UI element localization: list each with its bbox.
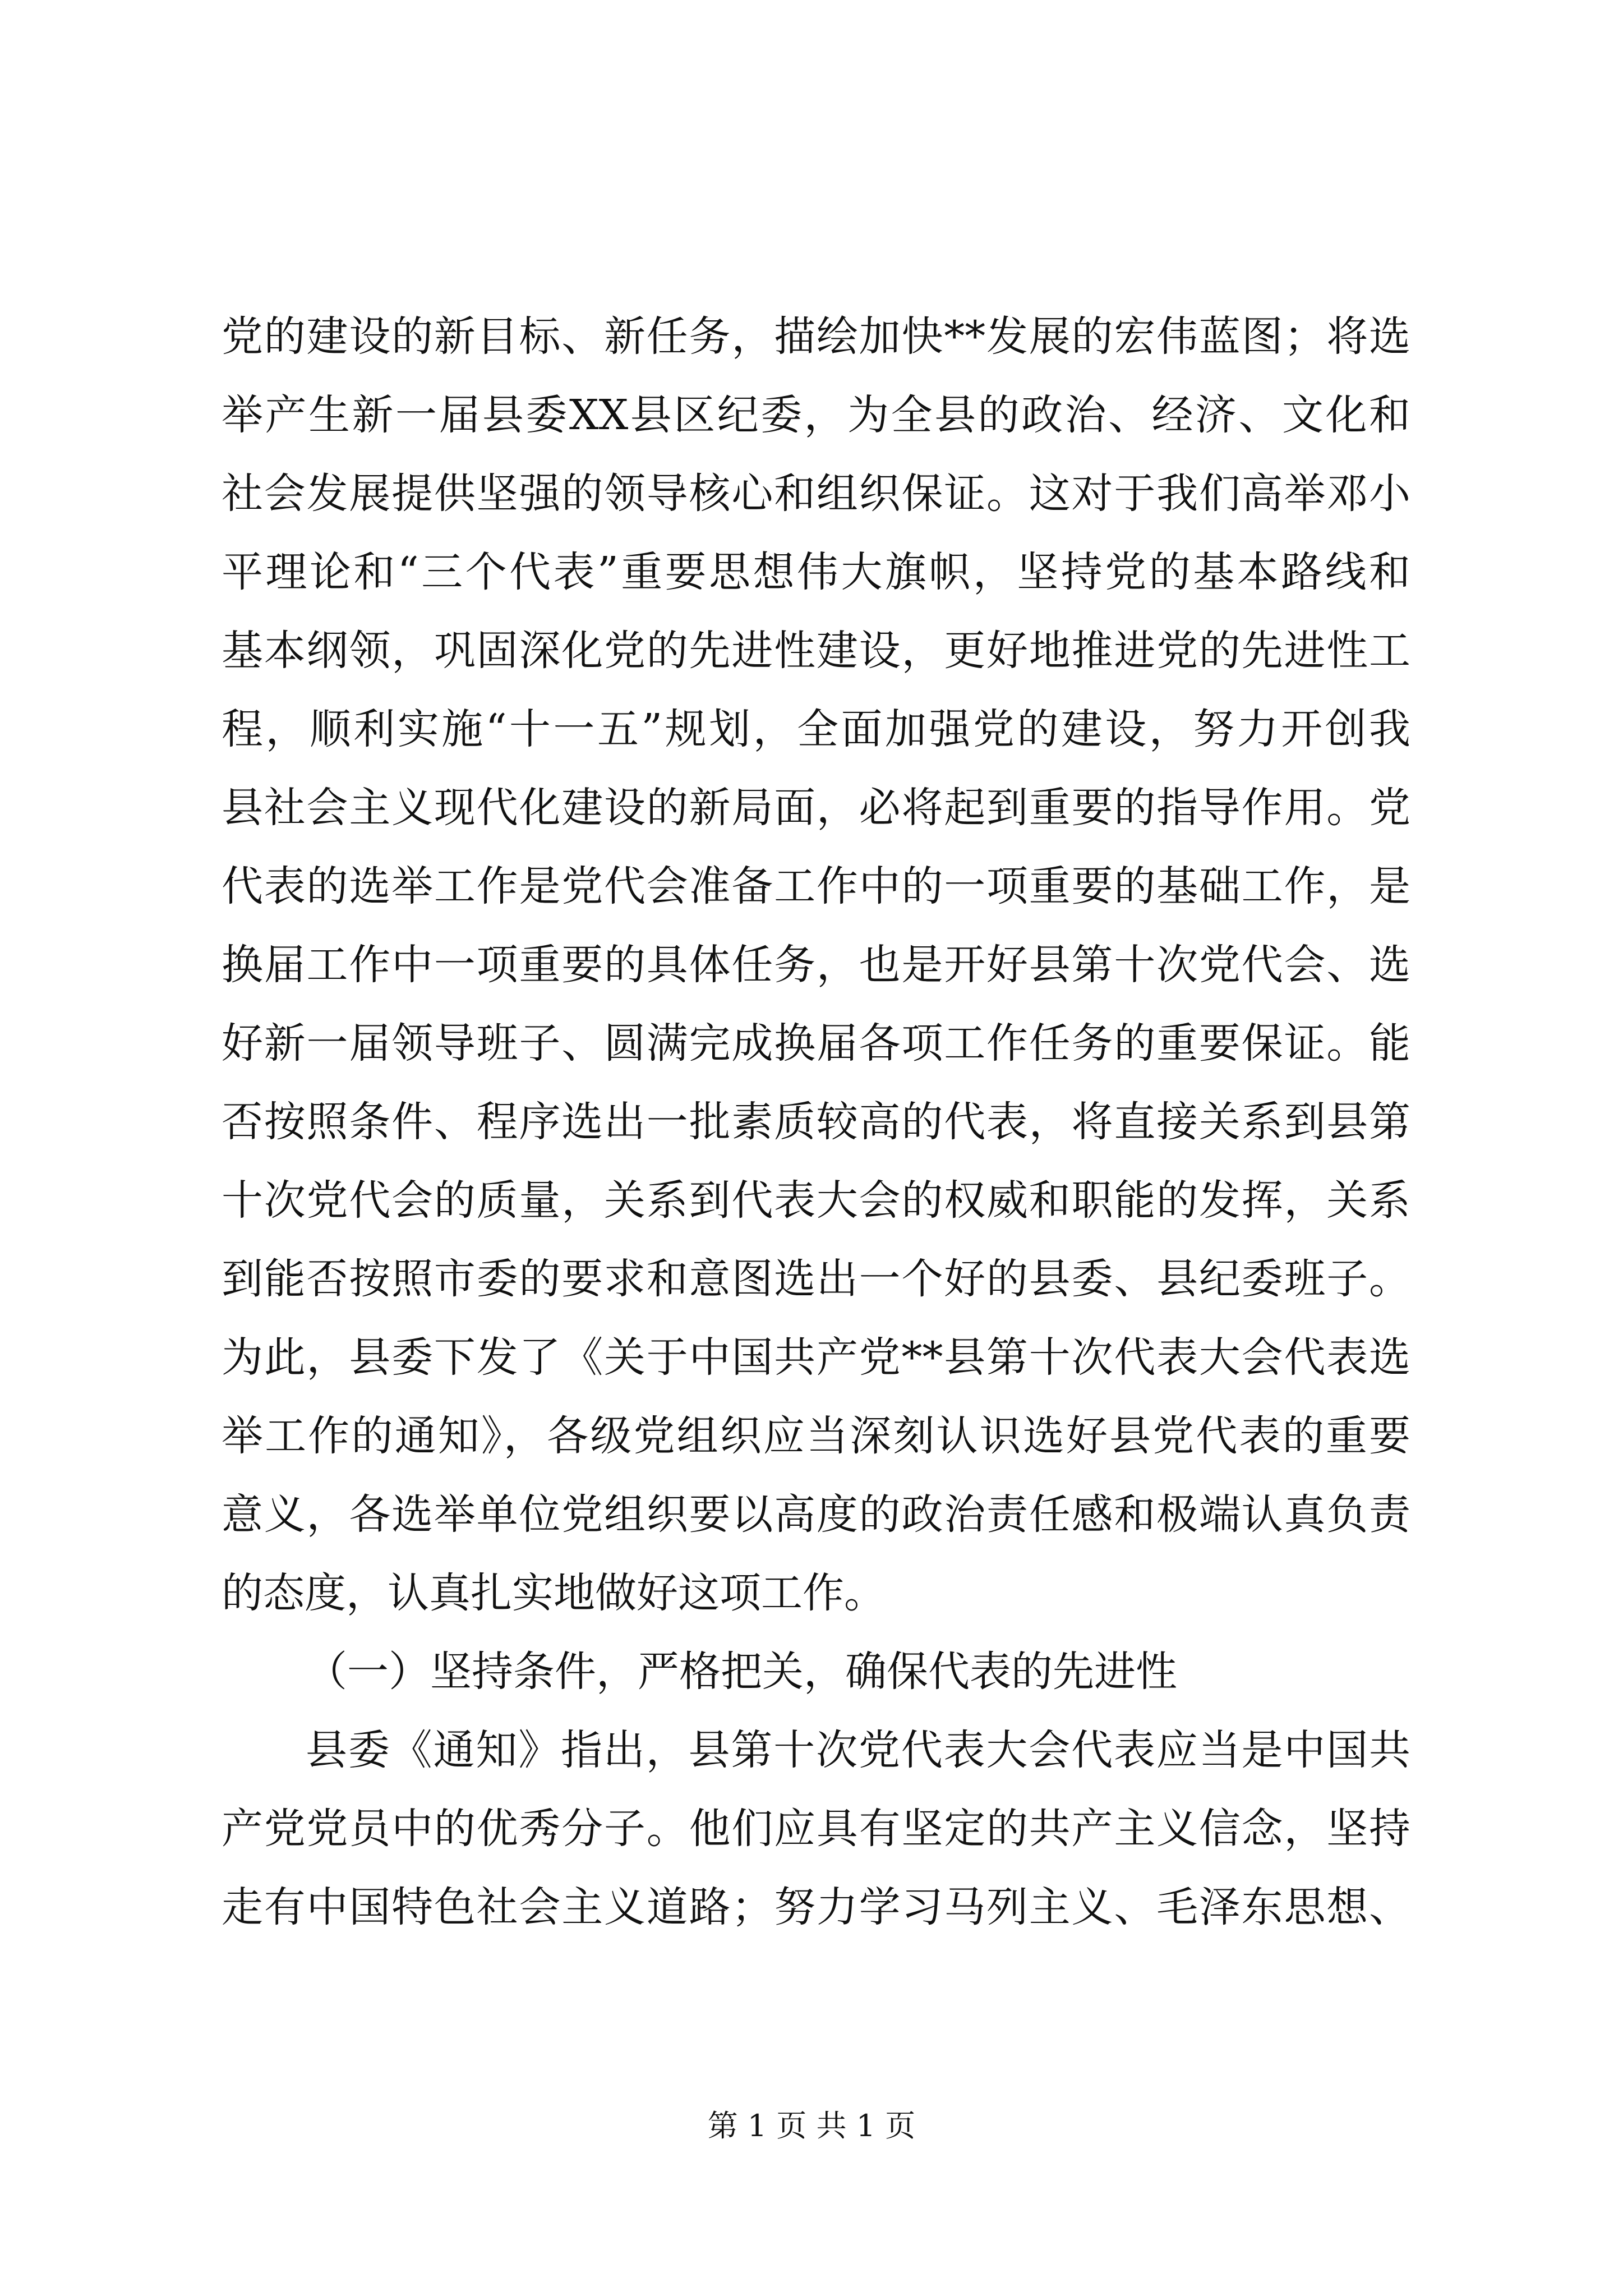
text-line: 举产生新一届县委XX县区纪委，为全县的政治、经济、文化和 [222, 391, 1410, 439]
page-number-label: 第 1 页 共 1 页 [707, 2108, 916, 2143]
text-line: 程，顺利实施“十一五”规划，全面加强党的建设，努力开创我 [222, 705, 1410, 753]
text-line: 走有中国特色社会主义道路；努力学习马列主义、毛泽东思想、 [222, 1883, 1410, 1931]
text-line: 的态度，认真扎实地做好这项工作。 [222, 1569, 886, 1617]
text-line: 基本纲领，巩固深化党的先进性建设，更好地推进党的先进性工 [222, 627, 1410, 675]
text-line: 县委《通知》指出，县第十次党代表大会代表应当是中国共 [306, 1726, 1410, 1774]
text-line: 产党党员中的优秀分子。他们应具有坚定的共产主义信念，坚持 [222, 1805, 1410, 1853]
text-line: 否按照条件、程序选出一批素质较高的代表，将直接关系到县第 [222, 1098, 1410, 1146]
text-line: 平理论和“三个代表”重要思想伟大旗帜，坚持党的基本路线和 [222, 548, 1410, 596]
document-body [222, 297, 1410, 1947]
text-line: 换届工作中一项重要的具体任务，也是开好县第十次党代会、选 [222, 941, 1410, 989]
section-heading: （一）坚持条件，严格把关，确保代表的先进性 [306, 1648, 1177, 1696]
page-footer [0, 2106, 1623, 2146]
text-line: 十次党代会的质量，关系到代表大会的权威和职能的发挥，关系 [222, 1176, 1410, 1225]
text-line: 代表的选举工作是党代会准备工作中的一项重要的基础工作，是 [222, 862, 1410, 910]
text-line: 社会发展提供坚强的领导核心和组织保证。这对于我们高举邓小 [222, 470, 1410, 518]
text-line: 县社会主义现代化建设的新局面，必将起到重要的指导作用。党 [222, 784, 1410, 832]
text-line: 为此，县委下发了《关于中国共产党**县第十次代表大会代表选 [222, 1333, 1410, 1382]
text-line: 举工作的通知》，各级党组织应当深刻认识选好县党代表的重要 [222, 1412, 1410, 1460]
text-line: 好新一届领导班子、圆满完成换届各项工作任务的重要保证。能 [222, 1019, 1410, 1068]
text-line: 党的建设的新目标、新任务，描绘加快**发展的宏伟蓝图；将选 [222, 312, 1410, 361]
text-line: 意义，各选举单位党组织要以高度的政治责任感和极端认真负责 [222, 1490, 1410, 1539]
text-line: 到能否按照市委的要求和意图选出一个好的县委、县纪委班子。 [222, 1255, 1410, 1303]
